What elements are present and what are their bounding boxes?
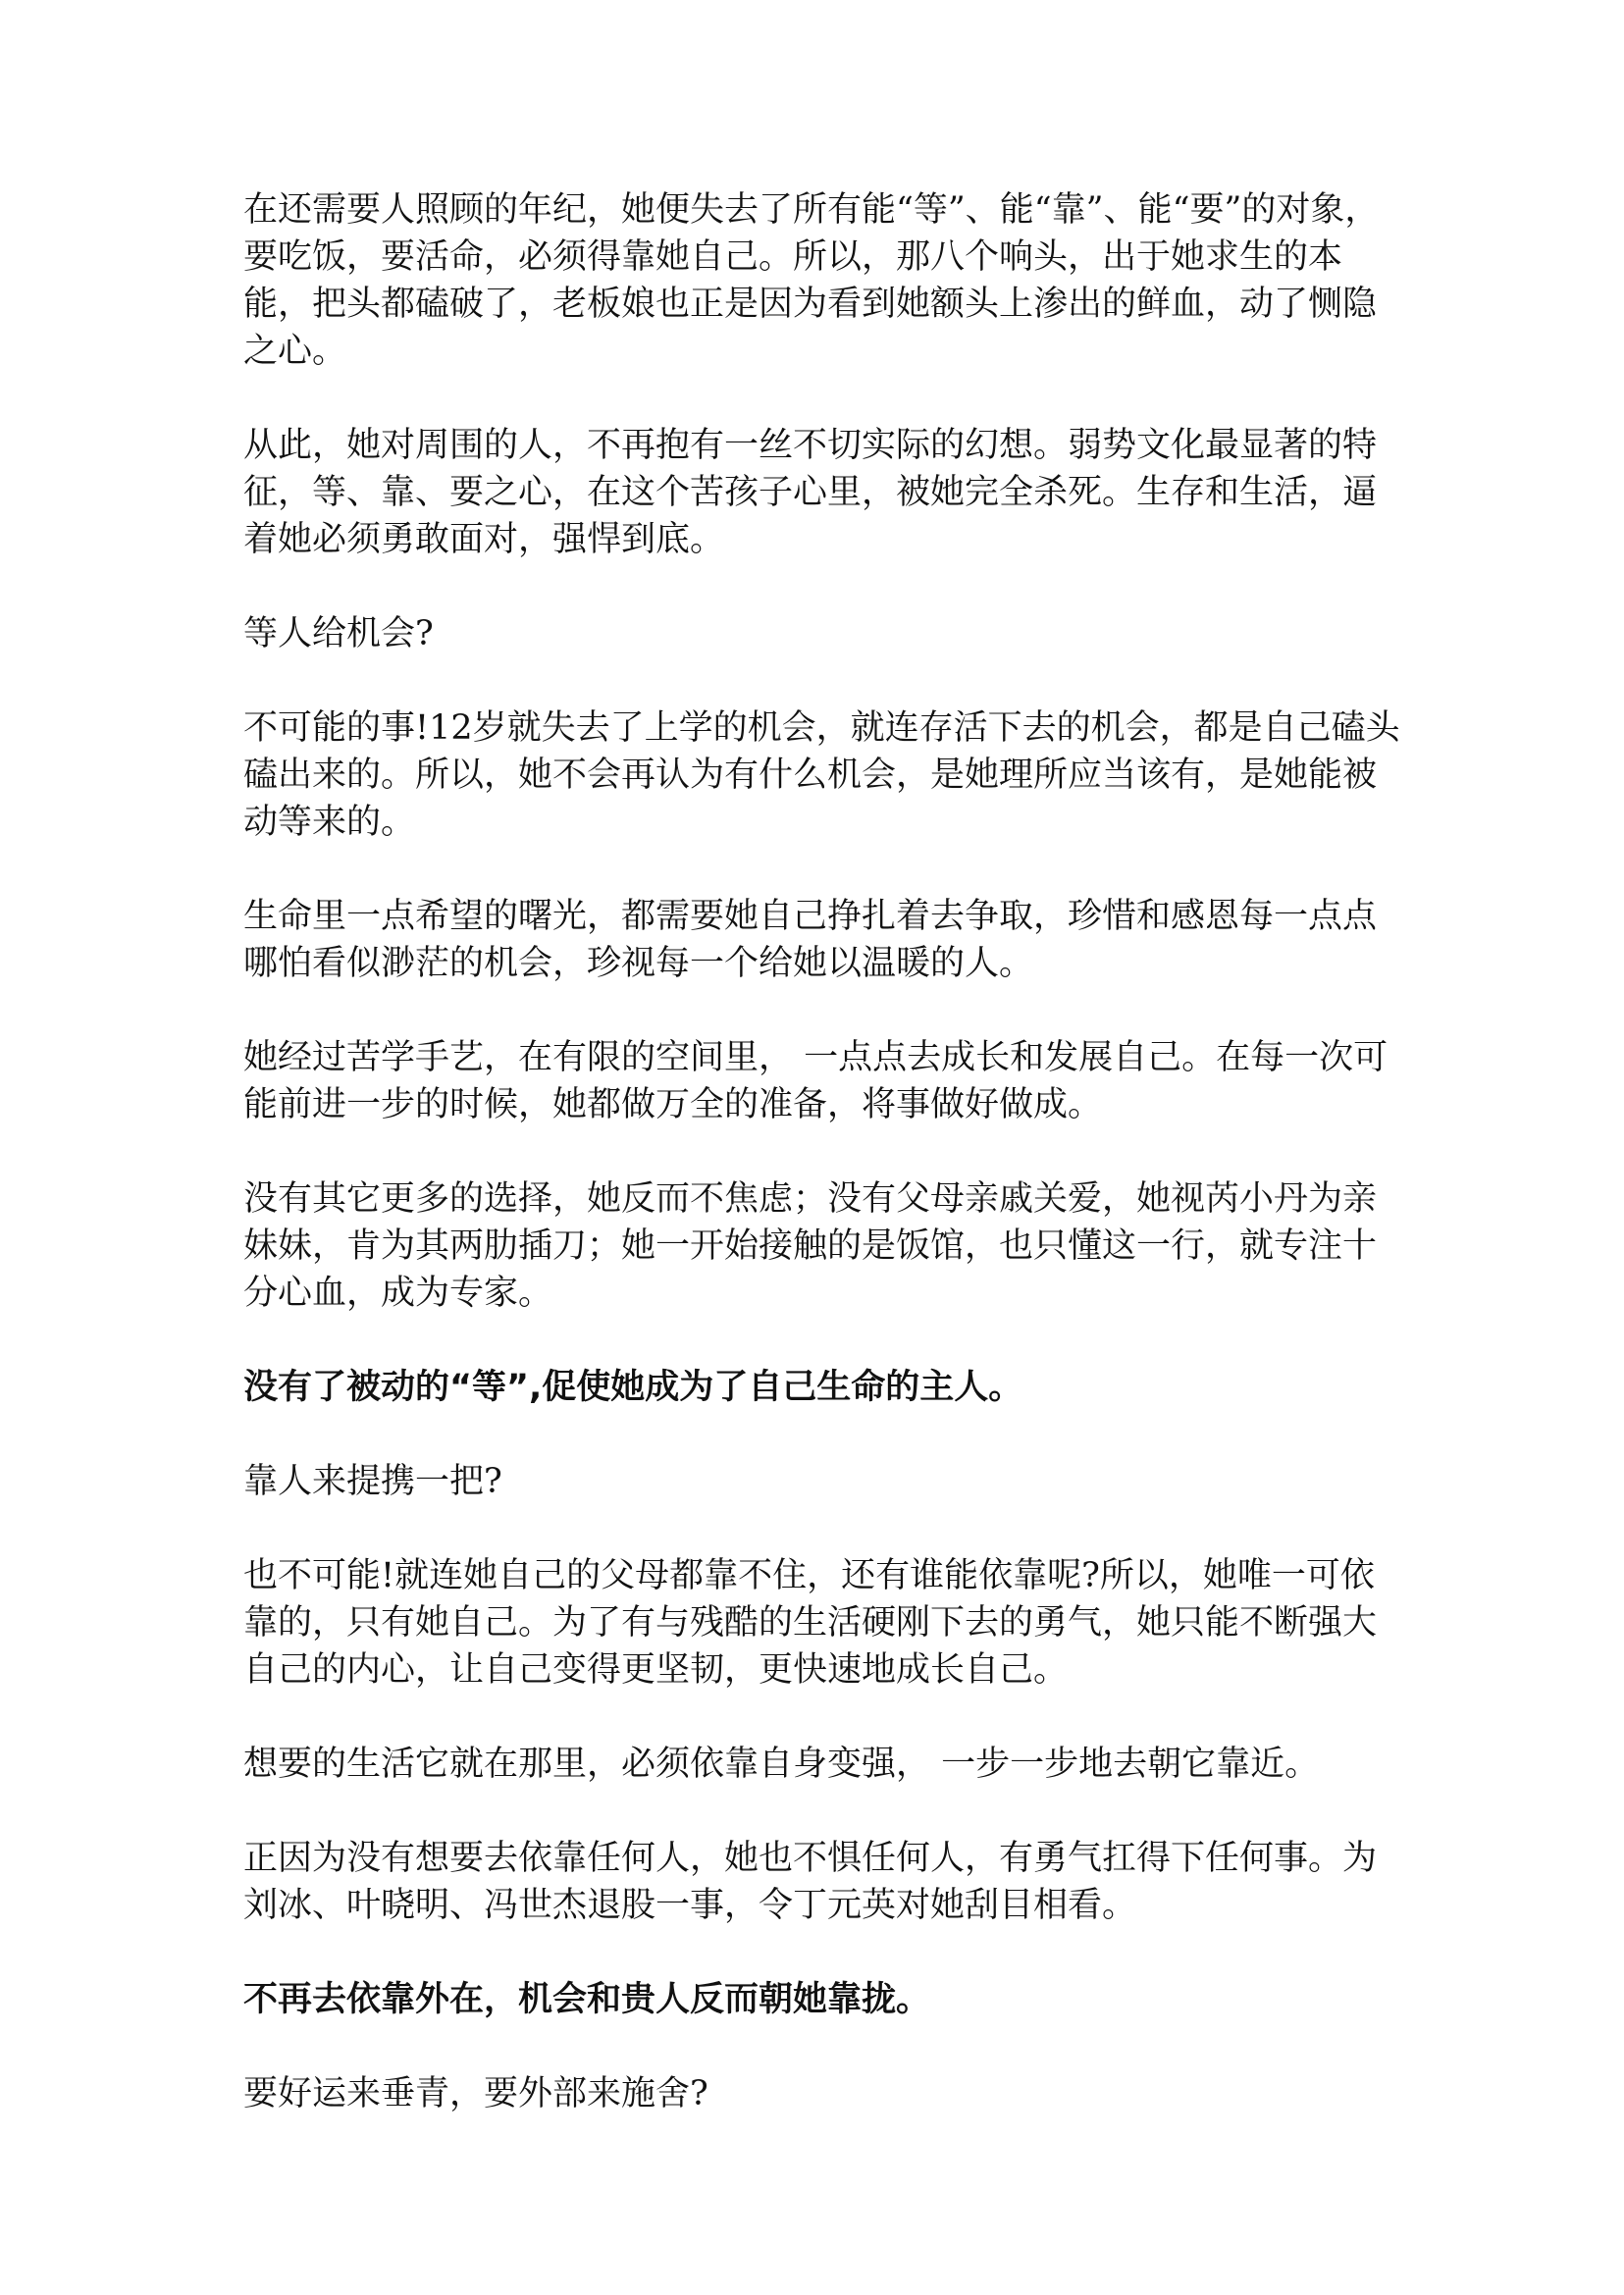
bold-heading-2: 不再去依靠外在，机会和贵人反而朝她靠拢。 [243, 1980, 931, 2019]
paragraph-10: 也不可能!就连她自己的父母都靠不住，还有谁能依靠呢?所以，她唯一可依靠的，只有她自己。为了有与残酷的生活硬刚下去的勇气，她只能不断强大自己的内心，让自己变得更坚韧，更快速地成长自己。 [243, 1556, 1378, 1690]
paragraph-11: 想要的生活它就在那里，必须依靠自身变强， 一步一步地去朝它靠近。 [243, 1745, 1320, 1784]
paragraph-6: 她经过苦学手艺，在有限的空间里， 一点点去成长和发展自己。在每一次可能前进一步的时候，她都做万全的准备，将事做好做成。 [243, 1038, 1388, 1124]
paragraph-3: 等人给机会? [243, 614, 434, 653]
paragraph-1: 在还需要人照顾的年纪，她便失去了所有能“等”、能“靠”、能“要”的对象，要吃饭，要活命，必须得靠她自己。所以，那八个响头，出于她求生的本能，把头都磕破了，老板娘也正是因为看到她额头上渗出的鲜血，动了恻隐之心。 [243, 190, 1380, 371]
paragraph-4: 不可能的事!12岁就失去了上学的机会，就连存活下去的机会，都是自己磕头磕出来的。所以，她不会再认为有什么机会，是她理所应当该有，是她能被动等来的。 [243, 708, 1400, 842]
bold-heading-1: 没有了被动的“等”,促使她成为了自己生命的主人。 [243, 1368, 1023, 1407]
paragraph-5: 生命里一点希望的曙光，都需要她自己挣扎着去争取，珍惜和感恩每一点点哪怕看似渺茫的机会，珍视每一个给她以温暖的人。 [243, 897, 1378, 983]
document-page [243, 186, 1401, 2165]
paragraph-14: 要好运来垂青，要外部来施舍? [243, 2074, 708, 2113]
paragraph-2: 从此，她对周围的人，不再抱有一丝不切实际的幻想。弱势文化最显著的特征，等、靠、要之心，在这个苦孩子心里，被她完全杀死。生存和生活，逼着她必须勇敢面对，强悍到底。 [243, 426, 1378, 559]
paragraph-9: 靠人来提携一把? [243, 1462, 502, 1501]
paragraph-12: 正因为没有想要去依靠任何人，她也不惧任何人，有勇气扛得下任何事。为刘冰、叶晓明、冯世杰退股一事，令丁元英对她刮目相看。 [243, 1839, 1378, 1925]
paragraph-7: 没有其它更多的选择，她反而不焦虑；没有父母亲戚关爱，她视芮小丹为亲妹妹，肯为其两肋插刀；她一开始接触的是饭馆，也只懂这一行，就专注十分心血，成为专家。 [243, 1179, 1378, 1313]
